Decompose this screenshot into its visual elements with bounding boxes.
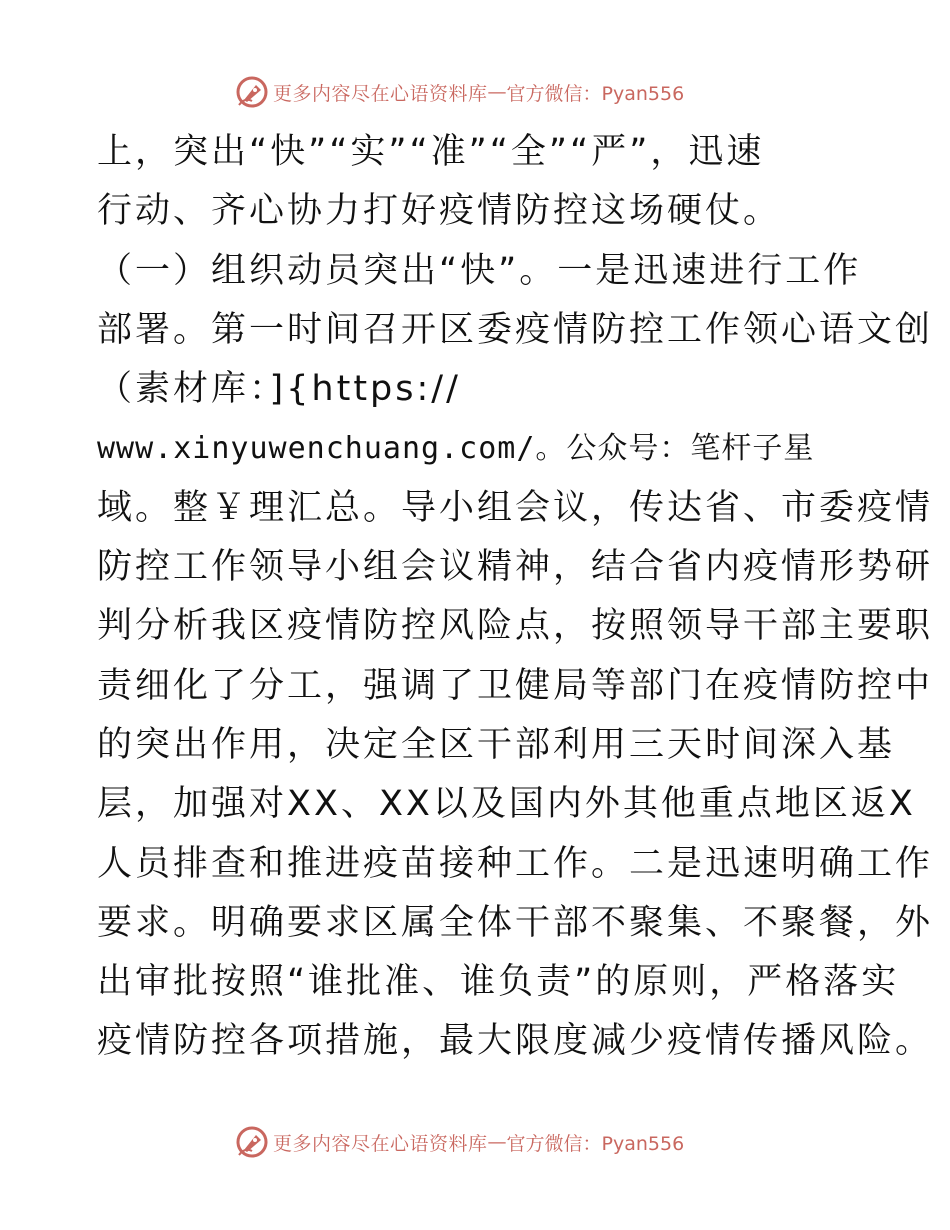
- footer-banner-text: 更多内容尽在心语资料库: [273, 1132, 488, 1155]
- body-text: [97, 123, 934, 1072]
- text-line: 出审批按照“谁批准、谁负责”的原则，严格落实: [97, 962, 900, 1003]
- text-line: 要求。明确要求区属全体干部不聚集、不聚餐，外: [97, 902, 934, 943]
- text-line: （素材库：]{https://: [97, 369, 461, 410]
- text-line: （一）组织动员突出“快”。一是迅速进行工作: [97, 250, 862, 291]
- footer-banner: [235, 1122, 735, 1162]
- text-line: 人员排查和推进疫苗接种工作。二是迅速明确工作: [97, 843, 934, 884]
- footer-wechat-text: 官方微信：Pyan556: [506, 1132, 685, 1155]
- text-line: 疫情防控各项措施，最大限度减少疫情传播风险。: [97, 1021, 934, 1062]
- text-line: 域。整￥理汇总。导小组会议，传达省、市委疫情: [97, 487, 934, 528]
- text-line: 行动、齐心协力打好疫情防控这场硬仗。: [97, 191, 782, 232]
- text-line: 判分析我区疫情防控风险点，按照领导干部主要职: [97, 606, 934, 647]
- header-banner: [235, 72, 735, 112]
- text-line: 层，加强对XX、XX以及国内外其他重点地区返X: [97, 784, 916, 825]
- text-line: 上，突出“快”“实”“准”“全”“严”，迅速: [97, 132, 765, 172]
- text-line: www.xinyuwenchuang.com/。公众号：笔杆子星: [97, 431, 815, 467]
- text-line: 的突出作用，决定全区干部利用三天时间深入基: [97, 724, 896, 765]
- pen-nib-logo-icon: [235, 1125, 269, 1159]
- header-wechat-text: 官方微信：Pyan556: [506, 82, 685, 105]
- header-banner-text: 更多内容尽在心语资料库: [273, 82, 488, 105]
- text-line: 防控工作领导小组会议精神，结合省内疫情形势研: [97, 547, 934, 588]
- text-line: 部署。第一时间召开区委疫情防控工作领心语文创: [97, 309, 934, 350]
- text-line: 责细化了分工，强调了卫健局等部门在疫情防控中: [97, 665, 934, 706]
- pen-nib-logo-icon: [235, 75, 269, 109]
- footer-banner-separator: —: [487, 1131, 507, 1153]
- header-banner-separator: —: [487, 81, 507, 103]
